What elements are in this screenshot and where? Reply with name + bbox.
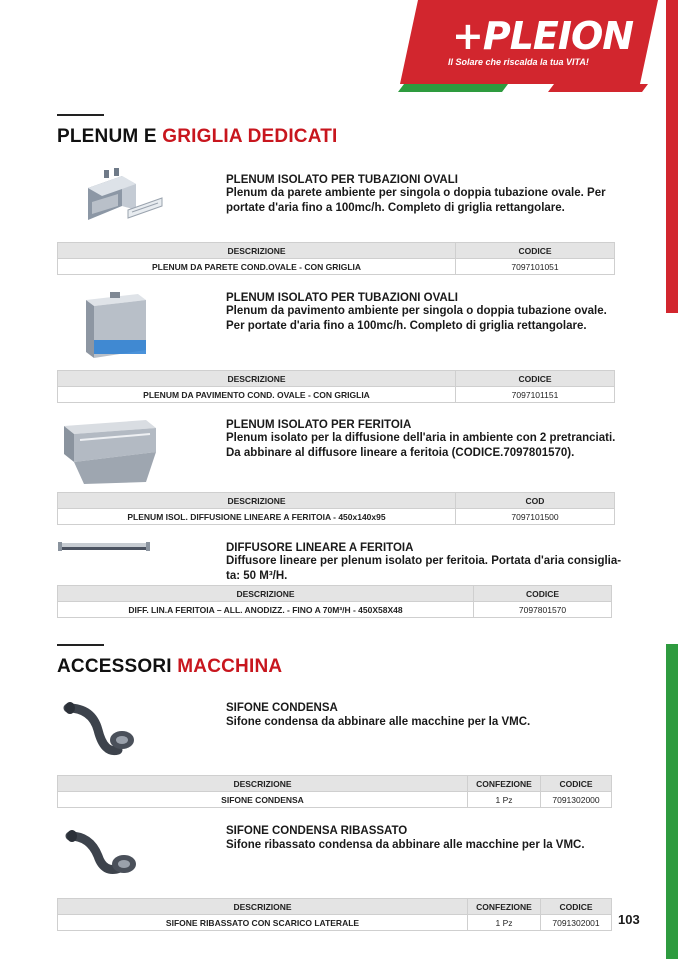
col-header-descrizione: DESCRIZIONE <box>58 243 456 259</box>
col-header-codice: CODICE <box>474 586 612 602</box>
product-description: Plenum da parete ambiente per singola o doppia tubazione ovale. Per portate d'aria fino a 100mc/h. Completo di griglia rettangolare. <box>226 187 606 214</box>
table-row <box>58 792 612 808</box>
col-header-confezione: CONFEZIONE <box>468 776 541 792</box>
section-title: PLENUM E GRIGLIA DEDICATI <box>57 126 338 147</box>
table-row <box>58 259 615 275</box>
col-header-descrizione: DESCRIZIONE <box>58 493 456 509</box>
section-rule <box>57 114 104 116</box>
wall-plenum-image <box>82 166 166 230</box>
product-table <box>57 370 615 403</box>
product-description: Diffusore lineare per plenum isolato per feritoia. Portata d'aria consiglia- ta: 50 M³/H. <box>226 555 622 582</box>
page-number: 103 <box>618 912 640 927</box>
cell-description: SIFONE RIBASSATO CON SCARICO LATERALE <box>58 915 468 931</box>
cell-code: 7091302001 <box>541 915 612 931</box>
product-table <box>57 898 612 931</box>
table-row <box>58 387 615 403</box>
cell-code: 7097101151 <box>456 387 615 403</box>
col-header-descrizione: DESCRIZIONE <box>58 371 456 387</box>
slot-plenum-image <box>60 418 160 486</box>
product-description: Sifone ribassato condensa da abbinare alle macchine per la VMC. <box>226 839 585 851</box>
brand-logo: +PLEION <box>452 14 634 58</box>
cell-package: 1 Pz <box>468 792 541 808</box>
section-title: ACCESSORI MACCHINA <box>57 656 283 677</box>
flag-stripe-white <box>508 84 548 92</box>
cell-package: 1 Pz <box>468 915 541 931</box>
cell-description: PLENUM DA PAVIMENTO COND. OVALE - CON GRIGLIA <box>58 387 456 403</box>
flag-stripe-green <box>398 84 508 92</box>
cell-code: 7097801570 <box>474 602 612 618</box>
floor-plenum-image <box>80 292 154 364</box>
lowered-siphon-image <box>64 828 140 888</box>
product-title: PLENUM ISOLATO PER TUBAZIONI OVALI <box>226 174 458 186</box>
col-header-confezione: CONFEZIONE <box>468 899 541 915</box>
product-title: SIFONE CONDENSA RIBASSATO <box>226 825 408 837</box>
table-row <box>58 602 612 618</box>
product-title: SIFONE CONDENSA <box>226 702 338 714</box>
product-description: Plenum da pavimento ambiente per singola o doppia tubazione ovale. Per portate d'aria fino a 100mc/h. Completo di griglia rettangolare. <box>226 305 607 332</box>
product-description: Plenum isolato per la diffusione dell'aria in ambiente con 2 pretranciati. Da abbinare al diffusore lineare a feritoia (CODICE.7097801570). <box>226 432 616 459</box>
col-header-codice: CODICE <box>541 899 612 915</box>
col-header-codice: CODICE <box>456 243 615 259</box>
col-header-codice: CODICE <box>456 371 615 387</box>
side-accent-green <box>666 644 678 959</box>
product-table <box>57 492 615 525</box>
side-accent-red <box>666 0 678 313</box>
col-header-descrizione: DESCRIZIONE <box>58 899 468 915</box>
cell-code: 7091302000 <box>541 792 612 808</box>
flag-stripe-red <box>548 84 648 92</box>
cell-description: PLENUM ISOL. DIFFUSIONE LINEARE A FERITOIA - 450x140x95 <box>58 509 456 525</box>
linear-diffuser-image <box>58 540 152 554</box>
cell-code: 7097101051 <box>456 259 615 275</box>
product-title: PLENUM ISOLATO PER TUBAZIONI OVALI <box>226 292 458 304</box>
product-title: DIFFUSORE LINEARE A FERITOIA <box>226 542 414 554</box>
cell-description: SIFONE CONDENSA <box>58 792 468 808</box>
brand-tagline: Il Solare che riscalda la tua VITA! <box>448 57 589 67</box>
col-header-descrizione: DESCRIZIONE <box>58 776 468 792</box>
col-header-descrizione: DESCRIZIONE <box>58 586 474 602</box>
product-description: Sifone condensa da abbinare alle macchine per la VMC. <box>226 716 531 728</box>
product-table <box>57 585 612 618</box>
product-title: PLENUM ISOLATO PER FERITOIA <box>226 419 412 431</box>
product-table <box>57 775 612 808</box>
table-row <box>58 915 612 931</box>
product-table <box>57 242 615 275</box>
condensate-siphon-image <box>62 700 138 764</box>
col-header-codice: CODICE <box>541 776 612 792</box>
cell-description: DIFF. LIN.A FERITOIA – ALL. ANODIZZ. - FINO A 70M³/H - 450X58X48 <box>58 602 474 618</box>
cell-description: PLENUM DA PARETE COND.OVALE - CON GRIGLIA <box>58 259 456 275</box>
table-row <box>58 509 615 525</box>
section-rule <box>57 644 104 646</box>
cell-code: 7097101500 <box>456 509 615 525</box>
col-header-cod: COD <box>456 493 615 509</box>
